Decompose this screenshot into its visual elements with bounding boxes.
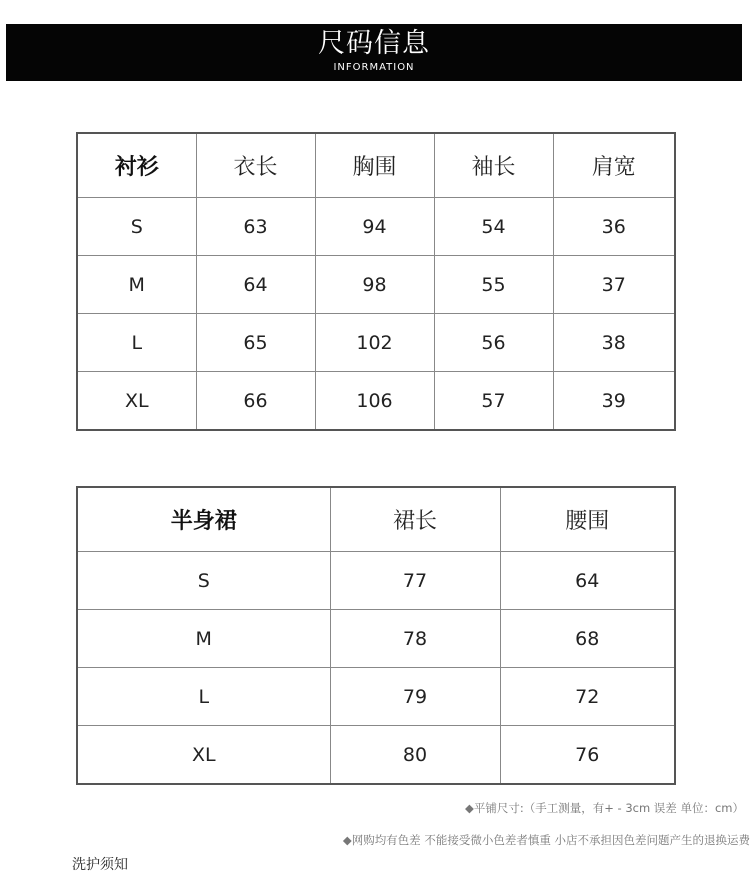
value-cell: 98 (315, 256, 434, 314)
size-cell: S (77, 198, 196, 256)
value-cell: 106 (315, 372, 434, 431)
value-cell: 68 (500, 610, 675, 668)
table-header-row (77, 487, 675, 552)
value-cell: 79 (330, 668, 500, 726)
table-row (77, 610, 675, 668)
value-cell: 94 (315, 198, 434, 256)
size-cell: XL (77, 726, 330, 785)
size-cell: L (77, 668, 330, 726)
value-cell: 55 (434, 256, 553, 314)
care-heading-cutoff: 洗护须知 (72, 857, 128, 873)
value-cell: 77 (330, 552, 500, 610)
size-cell: M (77, 610, 330, 668)
value-cell: 57 (434, 372, 553, 431)
shirt-header-length: 衣长 (196, 133, 315, 198)
value-cell: 37 (553, 256, 675, 314)
skirt-size-table (76, 486, 676, 785)
table-header-row (77, 133, 675, 198)
shirt-size-table (76, 132, 676, 431)
shirt-header-shoulder: 肩宽 (553, 133, 675, 198)
table-row (77, 372, 675, 431)
value-cell: 64 (196, 256, 315, 314)
size-cell: L (77, 314, 196, 372)
skirt-header-length: 裙长 (330, 487, 500, 552)
color-difference-note: ◆网购均有色差 不能接受微小色差者慎重 小店不承担因色差问题产生的退换运费 (342, 833, 750, 847)
table-row (77, 198, 675, 256)
size-cell: S (77, 552, 330, 610)
value-cell: 65 (196, 314, 315, 372)
table-row (77, 552, 675, 610)
value-cell: 80 (330, 726, 500, 785)
shirt-header-chest: 胸围 (315, 133, 434, 198)
banner-subtitle: INFORMATION (333, 62, 415, 73)
table-row (77, 668, 675, 726)
value-cell: 54 (434, 198, 553, 256)
value-cell: 102 (315, 314, 434, 372)
size-cell: XL (77, 372, 196, 431)
value-cell: 39 (553, 372, 675, 431)
size-cell: M (77, 256, 196, 314)
value-cell: 76 (500, 726, 675, 785)
table-row (77, 256, 675, 314)
value-cell: 56 (434, 314, 553, 372)
value-cell: 36 (553, 198, 675, 256)
size-info-banner (6, 24, 742, 81)
value-cell: 64 (500, 552, 675, 610)
banner-title: 尺码信息 (318, 28, 430, 59)
value-cell: 78 (330, 610, 500, 668)
shirt-header-category: 衬衫 (77, 133, 196, 198)
table-row (77, 726, 675, 785)
skirt-header-waist: 腰围 (500, 487, 675, 552)
skirt-header-category: 半身裙 (77, 487, 330, 552)
value-cell: 72 (500, 668, 675, 726)
measurement-note: ◆平铺尺寸:（手工测量，有+ - 3cm 误差 单位：cm） (465, 801, 744, 815)
value-cell: 63 (196, 198, 315, 256)
value-cell: 38 (553, 314, 675, 372)
table-row (77, 314, 675, 372)
shirt-header-sleeve: 袖长 (434, 133, 553, 198)
value-cell: 66 (196, 372, 315, 431)
